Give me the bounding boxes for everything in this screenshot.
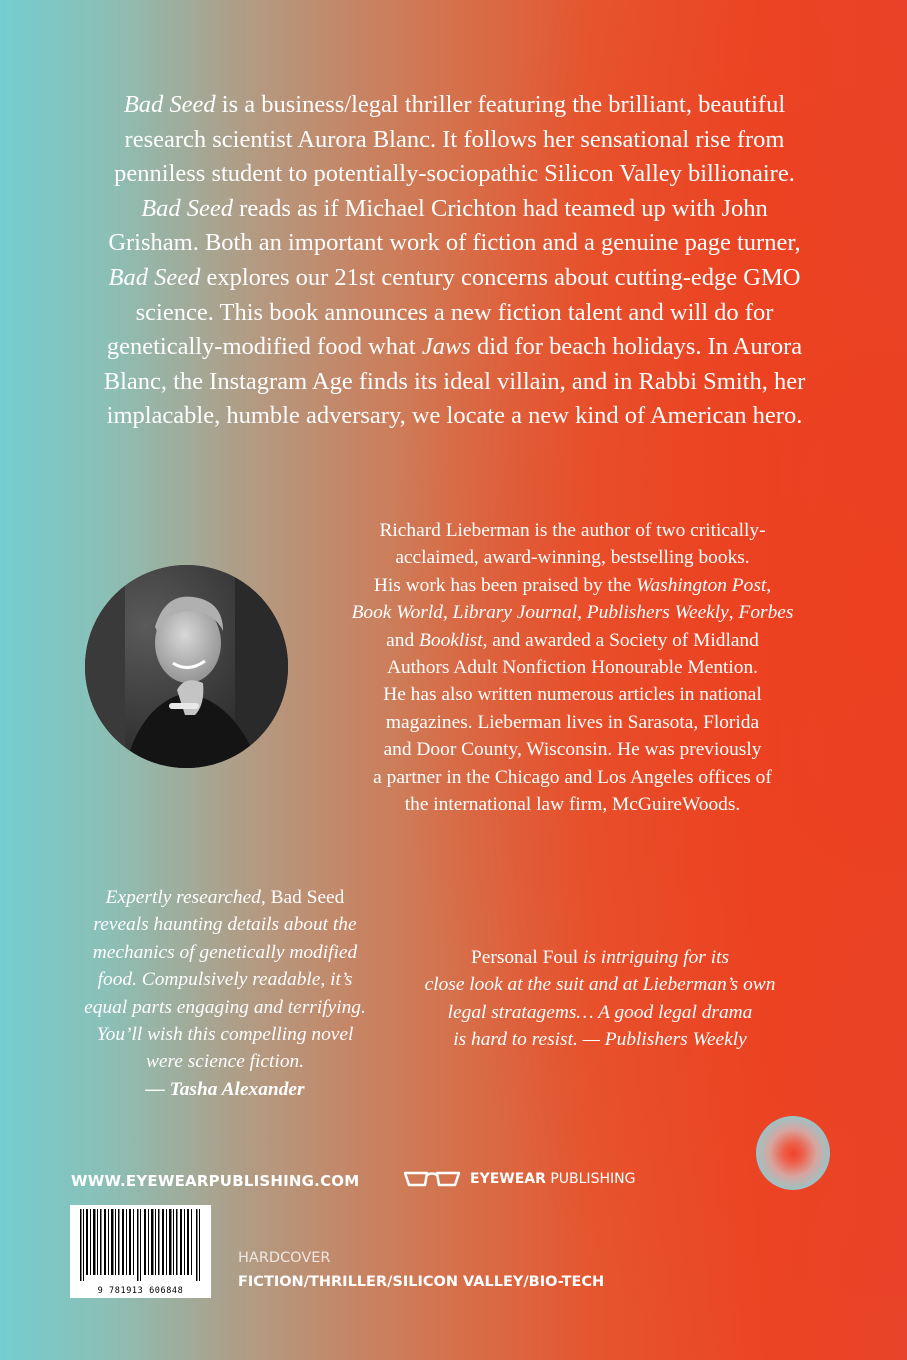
- review-quote-publishers-weekly: [385, 944, 815, 1054]
- quote-line: food. Compulsively readable, it’s: [97, 969, 353, 991]
- author-bio: [325, 517, 820, 818]
- bio-line: and Door County, Wisconsin. He was previously: [383, 739, 762, 761]
- quote-line: equal parts engaging and terrifying.: [84, 996, 366, 1018]
- review-quote-tasha-alexander: [60, 884, 390, 1103]
- blurb-line: implacable, humble adversary, we locate a new kind of American hero.: [106, 402, 803, 430]
- blurb-line: Bad Seed explores our 21st century concerns about cutting-edge GMO: [108, 263, 801, 291]
- publisher-logo: [404, 1170, 635, 1188]
- blurb-line: science. This book announces a new fiction talent and will do for: [135, 298, 774, 326]
- blurb-line: Bad Seed reads as if Michael Crichton had teamed up with John: [141, 194, 768, 222]
- book-description: [52, 88, 857, 434]
- quote-line: close look at the suit and at Lieberman’s own: [424, 974, 776, 996]
- isbn-number: 9 781913 606848: [97, 1286, 184, 1296]
- blurb-line: Grisham. Both an important work of fiction and a genuine page turner,: [108, 229, 801, 257]
- blurb-line: genetically-modified food what Jaws did for beach holidays. In Aurora: [106, 333, 803, 361]
- quote-line: You’ll wish this compelling novel: [96, 1024, 354, 1046]
- barcode-bars: [70, 1205, 211, 1285]
- bio-line: acclaimed, award-winning, bestselling books.: [395, 547, 750, 569]
- quote-line: Personal Foul is intriguing for its: [470, 947, 730, 968]
- quote-attribution: — Tasha Alexander: [145, 1078, 305, 1100]
- quote-line: Expertly researched, Bad Seed: [105, 887, 345, 908]
- bio-line: magazines. Lieberman lives in Sarasota, Florida: [385, 711, 760, 733]
- bio-line: a partner in the Chicago and Los Angeles offices of: [373, 766, 772, 788]
- author-photo: [85, 565, 288, 768]
- decorative-gradient-dot: [756, 1116, 830, 1190]
- bio-line: His work has been praised by the Washington Post,: [373, 574, 772, 596]
- author-portrait-image: [85, 565, 288, 768]
- bio-line: the international law firm, McGuireWoods.: [404, 794, 741, 816]
- quote-line: is hard to resist. — Publishers Weekly: [453, 1029, 747, 1051]
- book-format: HARDCOVER: [238, 1250, 331, 1266]
- quote-line: legal stratagems… A good legal drama: [447, 1001, 753, 1023]
- bio-line: Authors Adult Nonfiction Honourable Mention.: [386, 657, 759, 679]
- bio-line: and Booklist, and awarded a Society of Midland: [386, 629, 759, 651]
- isbn-barcode: [70, 1205, 211, 1298]
- quote-line: were science fiction.: [145, 1051, 305, 1073]
- blurb-line: research scientist Aurora Blanc. It follows her sensational rise from: [124, 125, 785, 153]
- quote-line: mechanics of genetically modified: [92, 941, 358, 963]
- publisher-name: EYEWEAR PUBLISHING: [470, 1171, 636, 1187]
- blurb-line: Blanc, the Instagram Age finds its ideal villain, and in Rabbi Smith, her: [103, 367, 806, 395]
- bio-line: Book World, Library Journal, Publishers Weekly, Forbes: [351, 602, 794, 624]
- glasses-icon: [404, 1170, 460, 1188]
- book-category: FICTION/THRILLER/SILICON VALLEY/BIO-TECH: [238, 1274, 605, 1290]
- quote-line: reveals haunting details about the: [93, 914, 357, 936]
- bio-line: Richard Lieberman is the author of two critically-: [379, 520, 766, 541]
- publisher-website[interactable]: WWW.EYEWEARPUBLISHING.COM: [71, 1172, 360, 1190]
- bio-line: He has also written numerous articles in national: [383, 684, 762, 706]
- blurb-line: Bad Seed is a business/legal thriller featuring the brilliant, beautiful: [123, 91, 786, 118]
- blurb-line: penniless student to potentially-sociopathic Silicon Valley billionaire.: [114, 160, 795, 188]
